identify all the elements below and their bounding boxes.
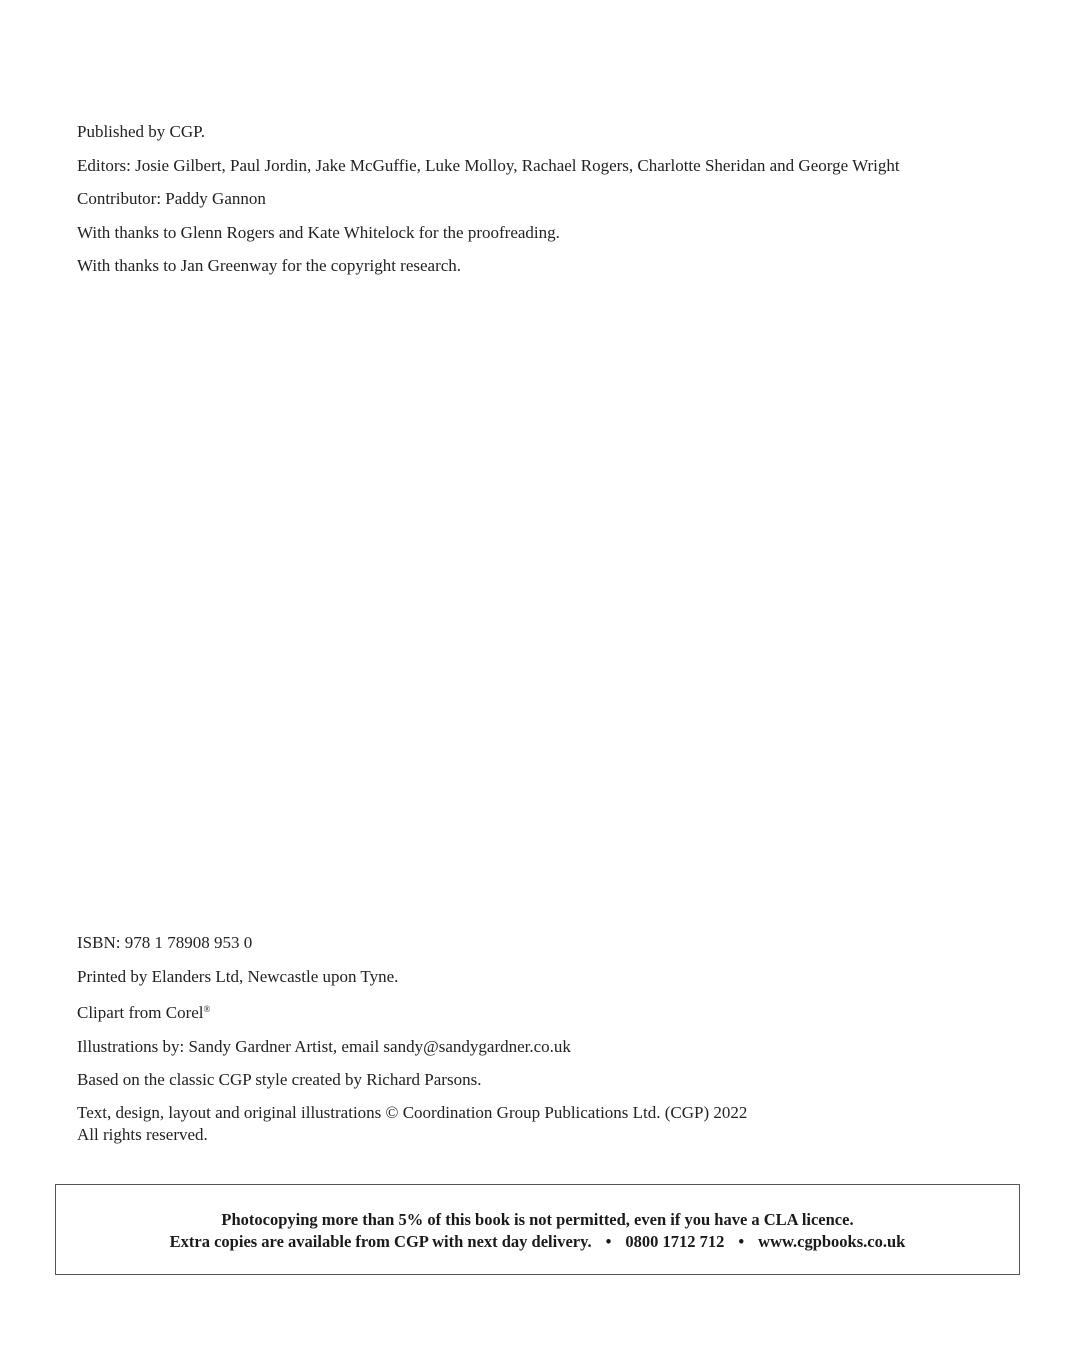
registered-mark: ® — [203, 1004, 211, 1015]
bottom-credits — [77, 933, 1037, 1161]
top-credits — [77, 122, 1037, 290]
bullet-separator: • — [738, 1232, 745, 1251]
published-by: Published by CGP. — [77, 122, 205, 141]
printed-by-line: Printed by Elanders Ltd, Newcastle upon Tyne. — [77, 966, 399, 986]
phone-number: 0800 1712 712 — [625, 1232, 725, 1251]
copyright-block — [77, 1102, 1037, 1146]
website-link[interactable]: www.cgpbooks.co.uk — [758, 1232, 906, 1251]
bullet-separator: • — [605, 1232, 612, 1251]
proofreading-thanks: With thanks to Glenn Rogers and Kate Whitelock for the proofreading. — [77, 222, 560, 242]
clipart-text: Clipart from Corel — [77, 1003, 204, 1023]
isbn-line: ISBN: 978 1 78908 953 0 — [77, 933, 253, 952]
based-on-line: Based on the classic CGP style created by Richard Parsons. — [77, 1070, 482, 1090]
copyright-research-thanks: With thanks to Jan Greenway for the copyright research. — [77, 256, 462, 276]
photocopy-notice: Photocopying more than 5% of this book is not permitted, even if you have a CLA licence. — [221, 1210, 854, 1229]
contributor-line: Contributor: Paddy Gannon — [77, 189, 266, 209]
clipart-line — [77, 1000, 1037, 1022]
copyright-line: Text, design, layout and original illustrations © Coordination Group Publications Ltd. (CGP) 2022 — [77, 1102, 748, 1122]
illustrations-line: Illustrations by: Sandy Gardner Artist, email sandy@sandygardner.co.uk — [77, 1036, 571, 1056]
extra-copies-text: Extra copies are available from CGP with next day delivery. — [169, 1232, 592, 1251]
editors-line: Editors: Josie Gilbert, Paul Jordin, Jake McGuffie, Luke Molloy, Rachael Rogers, Charlotte Sheridan and George Wright — [77, 155, 900, 175]
extra-copies-notice — [56, 1231, 1019, 1253]
photocopy-notice-box — [55, 1184, 1020, 1275]
rights-line: All rights reserved. — [77, 1124, 208, 1144]
